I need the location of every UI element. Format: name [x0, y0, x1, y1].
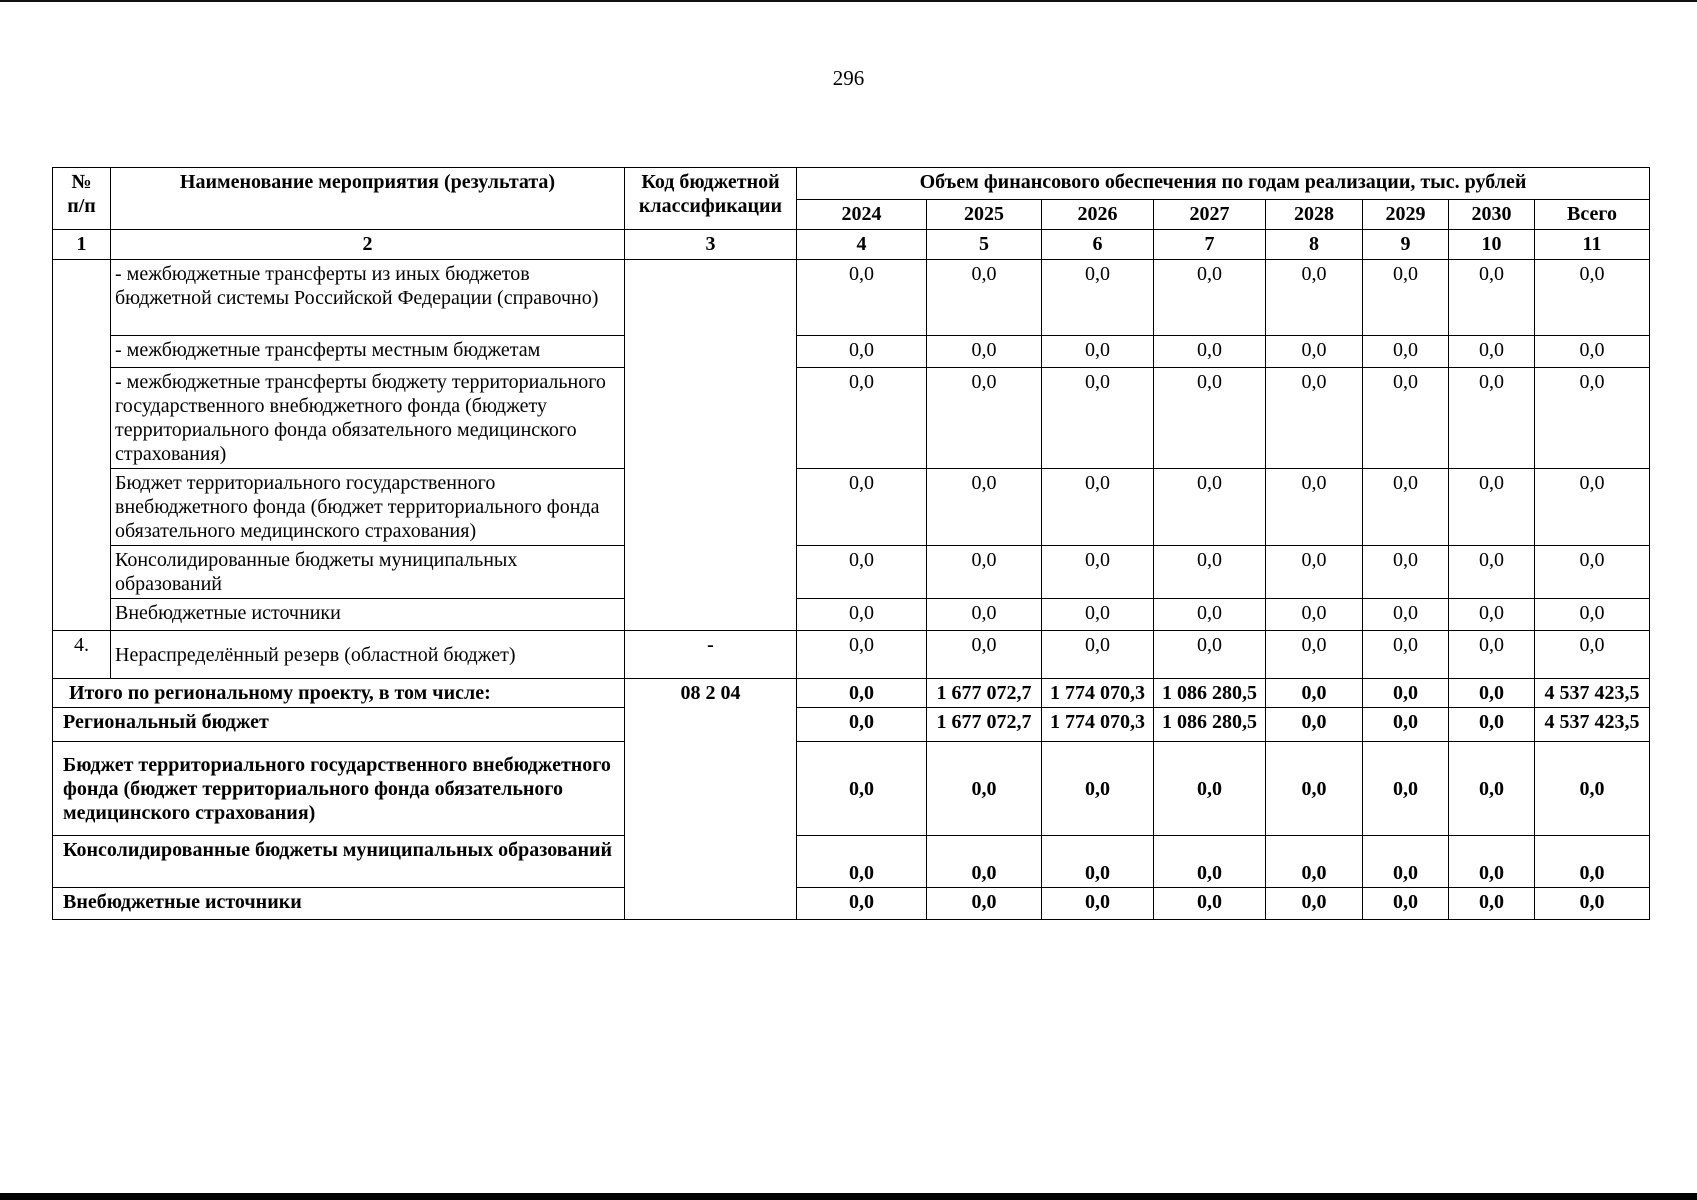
row-value: 0,0	[1449, 368, 1535, 469]
table-row	[53, 260, 1650, 336]
page-number: 296	[832, 66, 865, 90]
financing-table	[52, 167, 1650, 920]
row-value: 0,0	[1042, 260, 1154, 336]
row-value: 0,0	[1042, 368, 1154, 469]
row-value: 0,0	[927, 599, 1042, 631]
table-row	[53, 546, 1650, 599]
row-value: 0,0	[1266, 888, 1363, 920]
row-value: 0,0	[797, 888, 927, 920]
row-value: 0,0	[1363, 336, 1449, 368]
row-name: - межбюджетные трансферты из иных бюджетов бюджетной системы Российской Федерации (справочно)	[111, 260, 625, 336]
row-value: 0,0	[1266, 836, 1363, 888]
row-value: 0,0	[1154, 836, 1266, 888]
row-value: 0,0	[1449, 708, 1535, 742]
row-value: 4 537 423,5	[1535, 708, 1650, 742]
row-value: 0,0	[1154, 368, 1266, 469]
row-name: - межбюджетные трансферты местным бюджетам	[111, 336, 625, 368]
column-number: 5	[927, 230, 1042, 260]
row-value: 0,0	[1535, 631, 1650, 679]
row-value: 0,0	[1042, 836, 1154, 888]
row-value: 0,0	[1535, 368, 1650, 469]
header-year-2024: 2024	[797, 200, 927, 230]
row-value: 0,0	[797, 631, 927, 679]
row-value: 0,0	[1154, 546, 1266, 599]
row-name: Внебюджетные источники	[111, 599, 625, 631]
row-value: 0,0	[797, 836, 927, 888]
row-name: Консолидированные бюджеты муниципальных образований	[111, 546, 625, 599]
row-value: 0,0	[1154, 336, 1266, 368]
header-row-1	[53, 168, 1650, 200]
row-value: 0,0	[1266, 469, 1363, 546]
row-value: 1 677 072,7	[927, 679, 1042, 708]
row-value: 0,0	[1042, 888, 1154, 920]
row-value: 1 086 280,5	[1154, 679, 1266, 708]
row-value: 0,0	[1449, 260, 1535, 336]
row-code-summary: 08 2 04	[625, 679, 797, 920]
row-value: 0,0	[1449, 631, 1535, 679]
header-year-2028: 2028	[1266, 200, 1363, 230]
header-total: Всего	[1535, 200, 1650, 230]
row-pp-empty	[53, 260, 111, 631]
summary-row	[53, 742, 1650, 836]
row-value: 0,0	[1363, 708, 1449, 742]
row-value: 0,0	[1535, 742, 1650, 836]
row-value: 0,0	[1363, 469, 1449, 546]
row-value: 0,0	[1535, 599, 1650, 631]
row-value: 0,0	[1154, 469, 1266, 546]
column-number: 7	[1154, 230, 1266, 260]
header-name: Наименование мероприятия (результата)	[111, 168, 625, 230]
column-number: 3	[625, 230, 797, 260]
table-row	[53, 469, 1650, 546]
row-value: 0,0	[927, 888, 1042, 920]
row-value: 0,0	[1449, 546, 1535, 599]
row-value: 0,0	[1266, 336, 1363, 368]
row-value: 0,0	[927, 336, 1042, 368]
column-numbers-row	[53, 230, 1650, 260]
row-value: 0,0	[1363, 599, 1449, 631]
row-name: Нераспределённый резерв (областной бюджет)	[111, 631, 625, 679]
header-year-2026: 2026	[1042, 200, 1154, 230]
row-value: 0,0	[1154, 888, 1266, 920]
header-year-2025: 2025	[927, 200, 1042, 230]
row-value: 0,0	[1363, 546, 1449, 599]
row-name: Бюджет территориального государственного внебюджетного фонда (бюджет территориального фонда обязательного медицинского страхования)	[111, 469, 625, 546]
row-value: 0,0	[1042, 599, 1154, 631]
row-value: 0,0	[1363, 260, 1449, 336]
column-number: 9	[1363, 230, 1449, 260]
row-value: 0,0	[1363, 631, 1449, 679]
row-value: 0,0	[797, 599, 927, 631]
table-row	[53, 336, 1650, 368]
row-value: 1 677 072,7	[927, 708, 1042, 742]
row-value: 0,0	[1449, 888, 1535, 920]
row-value: 0,0	[1449, 599, 1535, 631]
row-value: 0,0	[797, 742, 927, 836]
row-name: Внебюджетные источники	[53, 888, 625, 920]
row-value: 1 774 070,3	[1042, 679, 1154, 708]
row-value: 0,0	[1266, 742, 1363, 836]
table-row	[53, 631, 1650, 679]
row-value: 0,0	[1266, 260, 1363, 336]
header-year-2029: 2029	[1363, 200, 1449, 230]
row-value: 0,0	[1266, 708, 1363, 742]
row-value: 1 774 070,3	[1042, 708, 1154, 742]
column-number: 4	[797, 230, 927, 260]
row-value: 1 086 280,5	[1154, 708, 1266, 742]
row-value: 0,0	[927, 260, 1042, 336]
column-number: 1	[53, 230, 111, 260]
row-value: 0,0	[1266, 368, 1363, 469]
row-value: 0,0	[797, 708, 927, 742]
row-value: 0,0	[1154, 260, 1266, 336]
row-value: 4 537 423,5	[1535, 679, 1650, 708]
row-value: 0,0	[1042, 631, 1154, 679]
column-number: 6	[1042, 230, 1154, 260]
row-value: 0,0	[1363, 836, 1449, 888]
row-value: 0,0	[1535, 546, 1650, 599]
summary-row	[53, 836, 1650, 888]
row-pp: 4.	[53, 631, 111, 679]
row-value: 0,0	[1266, 599, 1363, 631]
row-value: 0,0	[927, 368, 1042, 469]
summary-row	[53, 888, 1650, 920]
row-value: 0,0	[1449, 836, 1535, 888]
row-value: 0,0	[1042, 469, 1154, 546]
row-value: 0,0	[1535, 469, 1650, 546]
row-value: 0,0	[1535, 336, 1650, 368]
row-value: 0,0	[1266, 546, 1363, 599]
column-number: 10	[1449, 230, 1535, 260]
row-name: Региональный бюджет	[53, 708, 625, 742]
row-value: 0,0	[1042, 742, 1154, 836]
page-bottom-edge	[0, 1193, 1697, 1200]
row-value: 0,0	[797, 336, 927, 368]
row-name: Бюджет территориального государственного внебюджетного фонда (бюджет территориального фонда обязательного медицинского страхования)	[53, 742, 625, 836]
row-value: 0,0	[1154, 742, 1266, 836]
row-code: -	[625, 631, 797, 679]
row-value: 0,0	[797, 260, 927, 336]
row-value: 0,0	[797, 679, 927, 708]
row-name: Консолидированные бюджеты муниципальных образований	[53, 836, 625, 888]
row-name: Итого по региональному проекту, в том числе:	[53, 679, 625, 708]
column-number: 11	[1535, 230, 1650, 260]
header-volume: Объем финансового обеспечения по годам реализации, тыс. рублей	[797, 168, 1650, 200]
row-value: 0,0	[1535, 836, 1650, 888]
row-value: 0,0	[1042, 546, 1154, 599]
table-row	[53, 599, 1650, 631]
row-value: 0,0	[1449, 679, 1535, 708]
row-name: - межбюджетные трансферты бюджету территориального государственного внебюджетного фонда (бюджету территориального фонда обязательного медицинского страхования)	[111, 368, 625, 469]
table-row	[53, 368, 1650, 469]
header-code: Код бюджетной классификации	[625, 168, 797, 230]
column-number: 2	[111, 230, 625, 260]
row-value: 0,0	[1154, 599, 1266, 631]
row-value: 0,0	[1266, 679, 1363, 708]
row-value: 0,0	[927, 742, 1042, 836]
row-value: 0,0	[1154, 631, 1266, 679]
row-value: 0,0	[1449, 742, 1535, 836]
row-value: 0,0	[797, 368, 927, 469]
row-value: 0,0	[1363, 368, 1449, 469]
row-code-empty	[625, 260, 797, 631]
row-value: 0,0	[1535, 260, 1650, 336]
row-value: 0,0	[1363, 888, 1449, 920]
row-value: 0,0	[1449, 469, 1535, 546]
row-value: 0,0	[1449, 336, 1535, 368]
row-value: 0,0	[927, 631, 1042, 679]
row-value: 0,0	[1363, 679, 1449, 708]
row-value: 0,0	[797, 546, 927, 599]
header-pp: № п/п	[53, 168, 111, 230]
row-value: 0,0	[1042, 336, 1154, 368]
column-number: 8	[1266, 230, 1363, 260]
row-value: 0,0	[927, 836, 1042, 888]
page-top-edge	[0, 0, 1697, 2]
row-value: 0,0	[1363, 742, 1449, 836]
row-value: 0,0	[1535, 888, 1650, 920]
row-value: 0,0	[1266, 631, 1363, 679]
header-year-2027: 2027	[1154, 200, 1266, 230]
row-value: 0,0	[927, 546, 1042, 599]
summary-row-total	[53, 679, 1650, 708]
summary-row	[53, 708, 1650, 742]
header-year-2030: 2030	[1449, 200, 1535, 230]
row-value: 0,0	[797, 469, 927, 546]
row-value: 0,0	[927, 469, 1042, 546]
